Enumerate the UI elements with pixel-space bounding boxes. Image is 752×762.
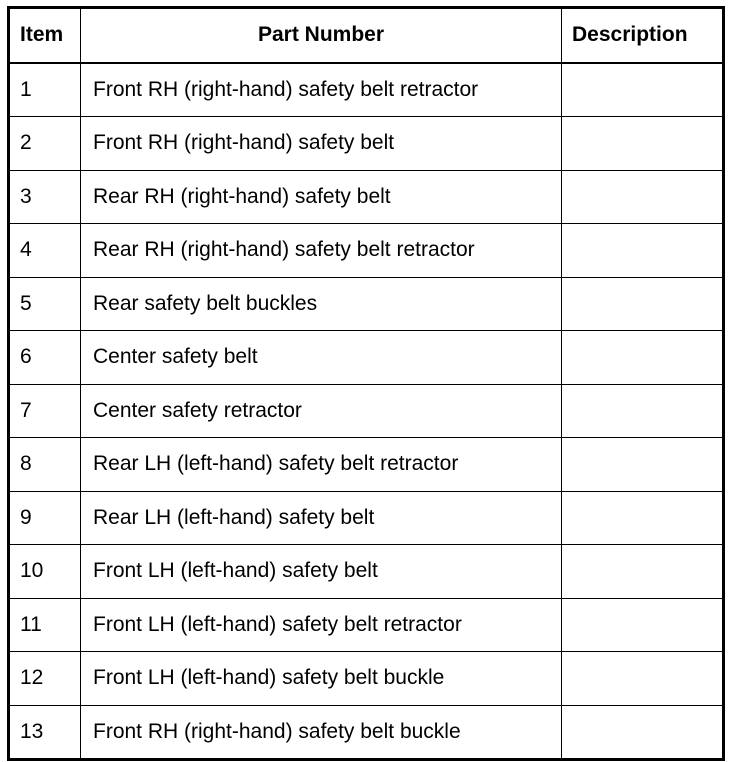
table-row (9, 598, 724, 652)
description-cell (562, 224, 724, 278)
table-row (9, 331, 724, 385)
part-cell: Front RH (right-hand) safety belt (81, 117, 562, 171)
part-cell: Center safety retractor (81, 384, 562, 438)
description-cell (562, 598, 724, 652)
table-header (9, 8, 724, 63)
description-cell (562, 63, 724, 117)
description-cell (562, 384, 724, 438)
table-row (9, 652, 724, 706)
item-cell: 7 (9, 384, 81, 438)
table-row (9, 170, 724, 224)
part-cell: Front RH (right-hand) safety belt buckle (81, 705, 562, 760)
part-cell: Front LH (left-hand) safety belt buckle (81, 652, 562, 706)
item-cell: 3 (9, 170, 81, 224)
description-cell (562, 545, 724, 599)
description-cell (562, 491, 724, 545)
header-row (9, 8, 724, 63)
item-cell: 11 (9, 598, 81, 652)
table-row (9, 63, 724, 117)
part-cell: Rear RH (right-hand) safety belt retractor (81, 224, 562, 278)
description-cell (562, 331, 724, 385)
header-item: Item (9, 8, 81, 63)
table-row (9, 438, 724, 492)
table-body (9, 63, 724, 760)
part-cell: Front LH (left-hand) safety belt (81, 545, 562, 599)
part-cell: Center safety belt (81, 331, 562, 385)
table-row (9, 277, 724, 331)
header-part-number: Part Number (81, 8, 562, 63)
table-row (9, 705, 724, 760)
description-cell (562, 170, 724, 224)
part-cell: Rear safety belt buckles (81, 277, 562, 331)
table-row (9, 545, 724, 599)
description-cell (562, 117, 724, 171)
description-cell (562, 652, 724, 706)
part-cell: Front LH (left-hand) safety belt retractor (81, 598, 562, 652)
description-cell (562, 705, 724, 760)
parts-table (7, 6, 725, 761)
description-cell (562, 438, 724, 492)
item-cell: 9 (9, 491, 81, 545)
part-cell: Rear RH (right-hand) safety belt (81, 170, 562, 224)
item-cell: 5 (9, 277, 81, 331)
part-cell: Rear LH (left-hand) safety belt (81, 491, 562, 545)
parts-table-container (7, 6, 722, 761)
part-cell: Front RH (right-hand) safety belt retractor (81, 63, 562, 117)
item-cell: 13 (9, 705, 81, 760)
item-cell: 10 (9, 545, 81, 599)
header-description: Description (562, 8, 724, 63)
table-row (9, 384, 724, 438)
part-cell: Rear LH (left-hand) safety belt retractor (81, 438, 562, 492)
item-cell: 2 (9, 117, 81, 171)
item-cell: 1 (9, 63, 81, 117)
item-cell: 8 (9, 438, 81, 492)
table-row (9, 117, 724, 171)
item-cell: 12 (9, 652, 81, 706)
description-cell (562, 277, 724, 331)
table-row (9, 491, 724, 545)
item-cell: 4 (9, 224, 81, 278)
table-row (9, 224, 724, 278)
item-cell: 6 (9, 331, 81, 385)
